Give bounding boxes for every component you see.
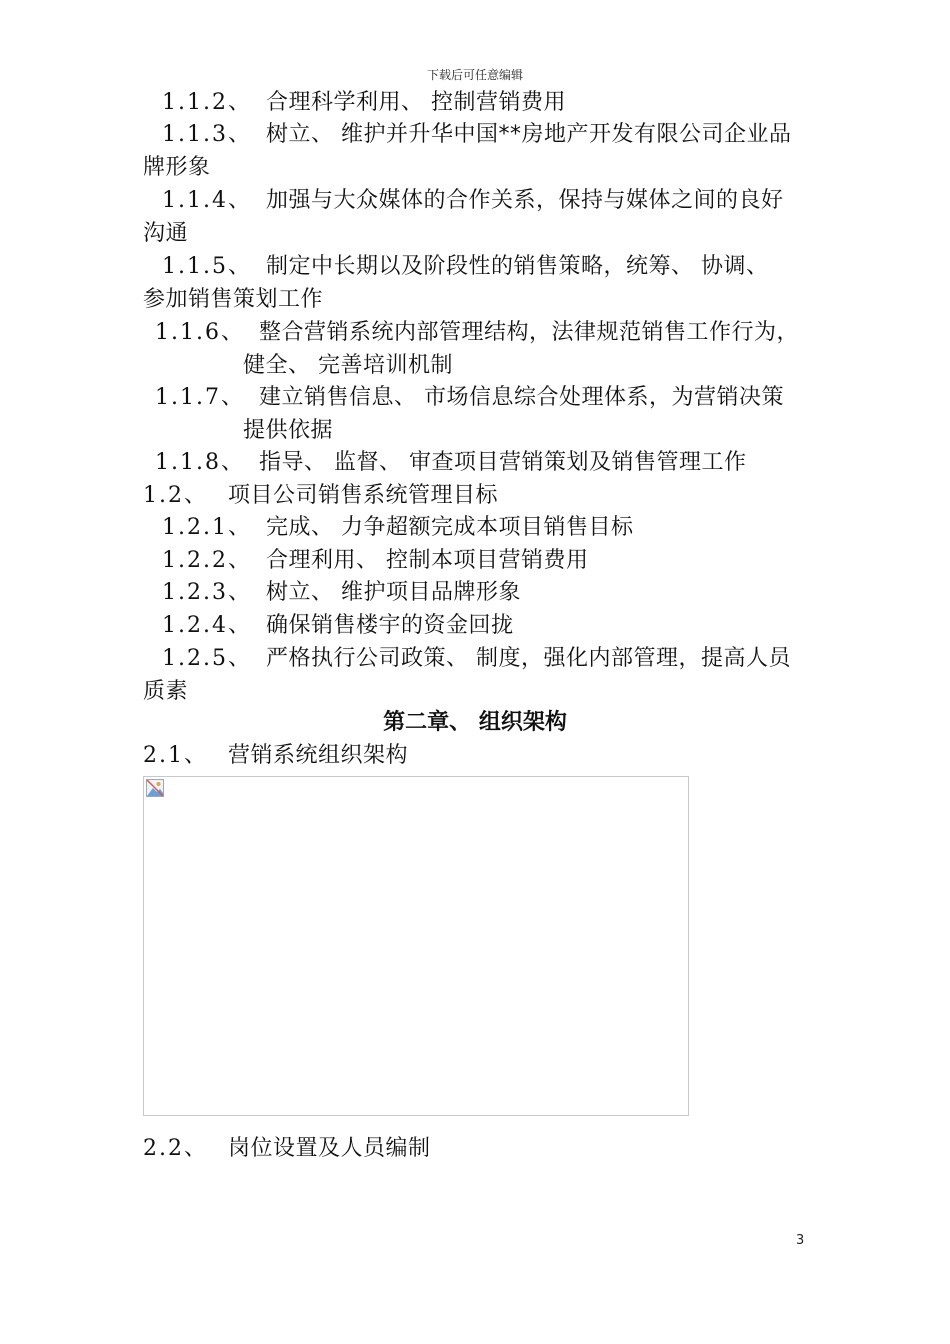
item-number: 1.2.2、 xyxy=(162,548,252,573)
item-1-1-4-continuation: 沟通 xyxy=(143,221,189,246)
item-1-2-5-continuation: 质素 xyxy=(143,679,189,704)
section-text: 营销系统组织架构 xyxy=(228,743,409,768)
section-2-2-heading xyxy=(143,1133,431,1165)
item-text: 合理利用、 控制本项目营销费用 xyxy=(265,548,589,573)
item-1-1-4 xyxy=(162,185,784,217)
item-text: 制定中长期以及阶段性的销售策略，统筹、 协调、 xyxy=(265,254,769,279)
broken-image-icon xyxy=(146,779,164,797)
item-text: 树立、 维护项目品牌形象 xyxy=(265,580,521,605)
page-number: 3 xyxy=(796,1233,805,1248)
item-1-2-5 xyxy=(162,643,791,675)
item-number: 1.1.4、 xyxy=(162,188,252,213)
item-1-1-2 xyxy=(162,87,566,119)
item-1-1-8 xyxy=(155,447,746,479)
section-1-2-heading xyxy=(143,480,498,512)
item-1-1-7 xyxy=(155,382,784,414)
section-number: 2.1、 xyxy=(143,743,208,768)
item-number: 1.2.1、 xyxy=(162,515,252,540)
item-text: 确保销售楼宇的资金回拢 xyxy=(265,613,514,638)
item-1-2-2 xyxy=(162,545,588,577)
item-text: 整合营销系统内部管理结构，法律规范销售工作行为， xyxy=(258,320,799,345)
item-number: 1.2.3、 xyxy=(162,580,252,605)
item-text: 建立销售信息、 市场信息综合处理体系，为营销决策 xyxy=(258,385,784,410)
item-number: 1.1.5、 xyxy=(162,254,252,279)
item-text: 合理科学利用、 控制营销费用 xyxy=(265,90,566,115)
item-1-1-6-continuation: 健全、 完善培训机制 xyxy=(243,353,453,378)
item-1-1-5-continuation: 参加销售策划工作 xyxy=(143,287,324,312)
item-number: 1.2.5、 xyxy=(162,646,252,671)
item-number: 1.1.6、 xyxy=(155,320,245,345)
item-1-1-3-continuation: 牌形象 xyxy=(143,155,211,180)
item-text: 完成、 力争超额完成本项目销售目标 xyxy=(265,515,634,540)
item-1-2-3 xyxy=(162,577,521,609)
item-text: 树立、 维护并升华中国**房地产开发有限公司企业品 xyxy=(265,122,792,147)
section-2-1-heading xyxy=(143,740,408,772)
item-1-1-6 xyxy=(155,317,799,349)
item-number: 1.2、 xyxy=(143,483,208,508)
item-text: 严格执行公司政策、 制度，强化内部管理，提高人员 xyxy=(265,646,791,671)
item-number: 1.1.8、 xyxy=(155,450,245,475)
chapter-title: 第二章、 组织架构 xyxy=(383,710,567,735)
item-number: 1.1.2、 xyxy=(162,90,252,115)
section-text: 岗位设置及人员编制 xyxy=(228,1136,431,1161)
section-number: 2.2、 xyxy=(143,1136,208,1161)
item-text: 加强与大众媒体的合作关系，保持与媒体之间的良好 xyxy=(265,188,784,213)
item-1-2-1 xyxy=(162,512,633,544)
item-number: 1.1.3、 xyxy=(162,122,252,147)
item-1-2-4 xyxy=(162,610,514,642)
item-number: 1.2.4、 xyxy=(162,613,252,638)
item-number: 1.1.7、 xyxy=(155,385,245,410)
item-1-1-3 xyxy=(162,119,791,151)
item-1-1-5 xyxy=(162,251,768,283)
item-1-1-7-continuation: 提供依据 xyxy=(243,418,334,443)
org-chart-image-placeholder xyxy=(143,776,689,1116)
item-text: 指导、 监督、 审查项目营销策划及销售管理工作 xyxy=(258,450,747,475)
page-header: 下载后可任意编辑 xyxy=(426,68,523,82)
item-text: 项目公司销售系统管理目标 xyxy=(228,483,499,508)
